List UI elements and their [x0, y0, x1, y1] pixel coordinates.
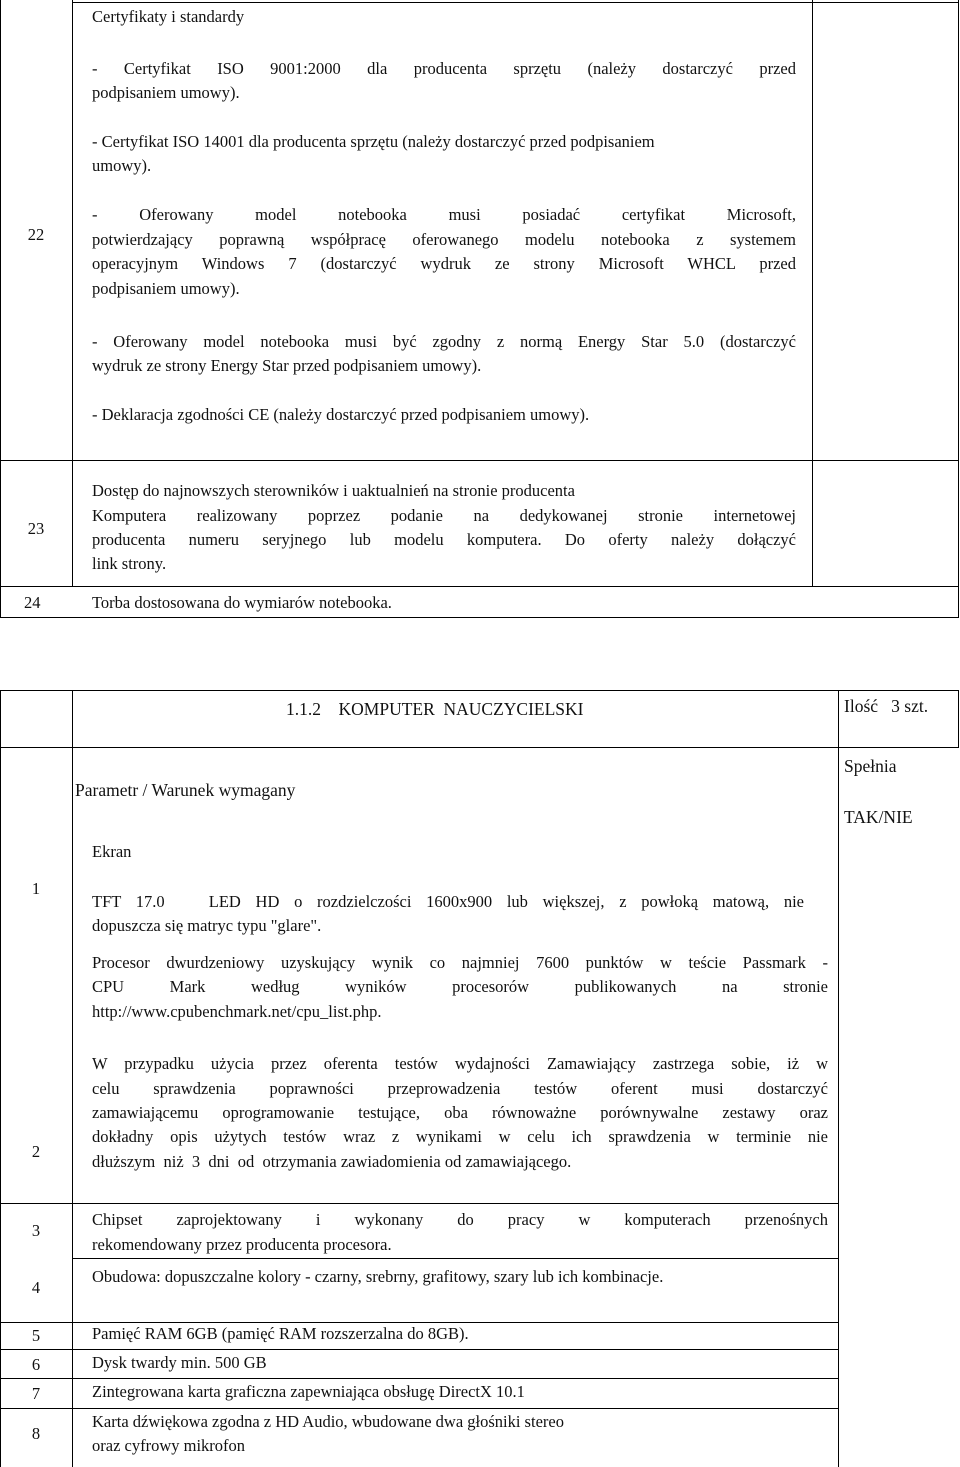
cell-text-line: wydruk ze strony Energy Star przed podpisaniem umowy).: [92, 356, 482, 375]
table-bottom-desc-divider: [838, 747, 839, 1467]
cell-text: Dysk twardy min. 500 GB: [92, 1353, 267, 1372]
row-number: 8: [31, 1424, 41, 1443]
cell-text-line: producenta numeru seryjnego lub modelu komputera. Do oferty należy dołączyć: [92, 530, 796, 549]
cell-text-line: dłuższym niż 3 dni od otrzymania zawiadomienia od zamawiającego.: [92, 1152, 572, 1171]
row-number: 1: [31, 879, 41, 898]
cell-text-line: CPU Mark według wyników procesorów publikowanych na stronie: [92, 977, 828, 996]
table-top-rule: [0, 617, 959, 618]
cell-text-line: TFT 17.0 LED HD o rozdzielczości 1600x900 lub większej, z powłoką matową, nie: [92, 892, 804, 911]
cell-text: Zintegrowana karta graficzna zapewniająca obsługę DirectX 10.1: [92, 1382, 525, 1401]
column-header-yes-no: TAK/NIE: [844, 807, 913, 827]
cell-text-line: potwierdzający poprawną współpracę oferowanego modelu notebooka z systemem: [92, 230, 796, 249]
row-number: 3: [31, 1221, 41, 1240]
cell-text-line: - Certyfikat ISO 14001 dla producenta sprzętu (należy dostarczyć przed podpisaniem: [92, 132, 655, 151]
cell-text-line: rekomendowany przez producenta procesora.: [92, 1235, 392, 1254]
cell-text: Obudowa: dopuszczalne kolory - czarny, srebrny, grafitowy, szary lub ich kombinacje.: [92, 1267, 664, 1286]
cell-text-line: Chipset zaprojektowany i wykonany do pracy w komputerach przenośnych: [92, 1210, 828, 1229]
table-bottom-rule: [0, 747, 959, 748]
cell-text-line: zamawiającemu oprogramowanie testujące, oba równoważne porównywalne zestawy oraz: [92, 1103, 828, 1122]
cell-text-line: Komputera realizowany poprzez podanie na dedykowanej stronie internetowej: [92, 506, 796, 525]
cell-text-line: - Oferowany model notebooka musi posiadać certyfikat Microsoft,: [92, 205, 796, 224]
section-header-right-border: [958, 690, 959, 747]
section-header-divider: [72, 690, 73, 747]
section-header-left-border: [0, 690, 1, 747]
cell-text-line: Procesor dwurdzeniowy uzyskujący wynik co najmniej 7600 punktów w teście Passmark -: [92, 953, 828, 972]
cell-text-line: http://www.cpubenchmark.net/cpu_list.php.: [92, 1002, 382, 1021]
row-number: 4: [31, 1278, 41, 1297]
cell-text-line: - Oferowany model notebooka musi być zgodny z normą Energy Star 5.0 (dostarczyć: [92, 332, 796, 351]
table-bottom-rule: [0, 1203, 839, 1204]
cell-text-line: Dostęp do najnowszych sterowników i uaktualnień na stronie producenta: [92, 481, 575, 500]
cell-text-line: operacyjnym Windows 7 (dostarczyć wydruk ze strony Microsoft WHCL przed: [92, 254, 796, 273]
table-bottom-rule: [0, 1378, 839, 1379]
section-header-rule: [0, 690, 959, 691]
table-bottom-number-divider: [72, 747, 73, 1467]
cell-text-line: dopuszcza się matryc typu "glare".: [92, 916, 322, 935]
cell-text-line: Karta dźwiękowa zgodna z HD Audio, wbudowane dwa głośniki stereo: [92, 1412, 564, 1431]
table-top-right-border: [958, 0, 959, 617]
table-bottom-rule: [0, 1408, 839, 1409]
cell-text-line: - Deklaracja zgodności CE (należy dostarczyć przed podpisaniem umowy).: [92, 405, 590, 424]
table-top-number-divider: [72, 0, 73, 586]
quantity-label: Ilość 3 szt.: [844, 696, 929, 716]
cell-heading: Certyfikaty i standardy: [92, 7, 245, 26]
row-number: 24: [24, 593, 41, 612]
row-number: 2: [31, 1142, 41, 1161]
table-bottom-rule: [0, 1349, 839, 1350]
row-number: 5: [31, 1326, 41, 1345]
cell-text: Torba dostosowana do wymiarów notebooka.: [92, 593, 392, 612]
cell-text-line: - Certyfikat ISO 9001:2000 dla producenta sprzętu (należy dostarczyć przed: [92, 59, 796, 78]
section-header-divider: [838, 690, 839, 747]
section-title: 1.1.2 KOMPUTER NAUCZYCIELSKI: [286, 699, 584, 719]
cell-text-line: celu sprawdzenia poprawności przeprowadzenia testów oferent musi dostarczyć: [92, 1079, 828, 1098]
row-number: 7: [31, 1384, 41, 1403]
row-number: 6: [31, 1355, 41, 1374]
table-top-rule: [0, 460, 959, 461]
column-header-parameter: Parametr / Warunek wymagany: [75, 780, 296, 800]
table-top-desc-divider: [812, 0, 813, 586]
cell-text-line: W przypadku użycia przez oferenta testów wydajności Zamawiający zastrzega sobie, iż w: [92, 1054, 828, 1073]
cell-text-line: podpisaniem umowy).: [92, 83, 240, 102]
table-top-rule: [0, 586, 959, 587]
cell-text: Pamięć RAM 6GB (pamięć RAM rozszerzalna do 8GB).: [92, 1324, 469, 1343]
cell-text-line: podpisaniem umowy).: [92, 279, 240, 298]
table-bottom-rule: [72, 1258, 839, 1259]
cell-text-line: link strony.: [92, 554, 167, 573]
cell-label: Ekran: [92, 842, 132, 861]
cell-text-line: umowy).: [92, 156, 152, 175]
column-header-meets: Spełnia: [844, 756, 897, 776]
cell-text-line: oraz cyfrowy mikrofon: [92, 1436, 246, 1455]
cell-text-line: dokładny opis użytych testów wraz z wynikami w celu ich sprawdzenia w terminie nie: [92, 1127, 828, 1146]
row-number: 23: [27, 519, 45, 538]
row-number: 22: [27, 225, 45, 244]
table-top-rule: [72, 2, 959, 3]
